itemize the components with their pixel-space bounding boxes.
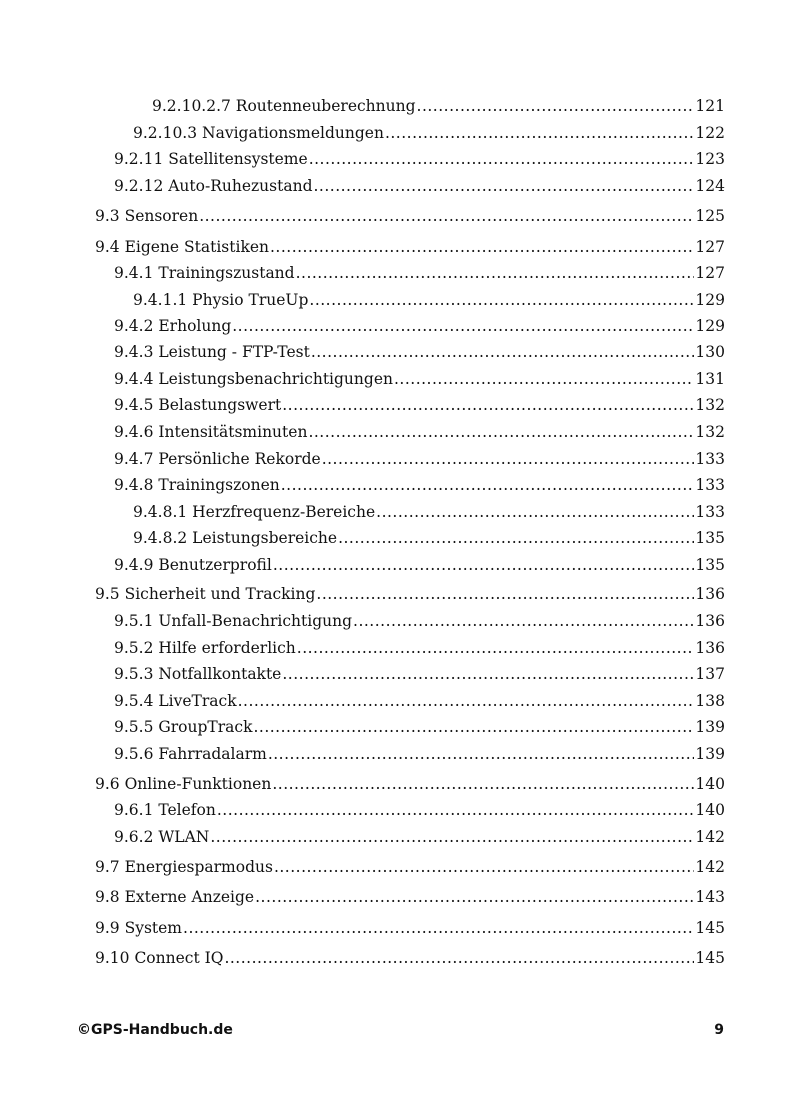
toc-entry-title: 9.2.12 Auto-Ruhezustand	[114, 177, 313, 195]
toc-entry-page: 138	[695, 692, 725, 710]
toc-entry[interactable]	[114, 342, 725, 362]
toc-entry[interactable]	[95, 887, 725, 907]
toc-entry[interactable]	[114, 638, 725, 658]
toc-entry-title: 9.2.10.2.7 Routenneuberechnung	[152, 97, 416, 115]
toc-leader-dots	[253, 717, 694, 737]
toc-leader-dots	[376, 502, 694, 522]
toc-entry-title: 9.4.5 Belastungswert	[114, 396, 282, 414]
toc-leader-dots	[417, 96, 695, 116]
toc-entry[interactable]	[95, 918, 725, 938]
toc-leader-dots	[268, 744, 695, 764]
toc-entry-title: 9.10 Connect IQ	[95, 949, 224, 967]
toc-entry[interactable]	[114, 555, 725, 575]
toc-leader-dots	[274, 857, 694, 877]
toc-entry-title: 9.4.7 Persönliche Rekorde	[114, 450, 321, 468]
toc-entry-page: 122	[695, 124, 725, 142]
toc-entry-page: 143	[695, 888, 725, 906]
toc-leader-dots	[282, 395, 694, 415]
toc-entry[interactable]	[95, 948, 725, 968]
toc-leader-dots	[385, 123, 694, 143]
toc-entry-title: 9.2.11 Satellitensysteme	[114, 150, 308, 168]
toc-entry-title: 9.5.5 GroupTrack	[114, 718, 253, 736]
toc-leader-dots	[273, 555, 695, 575]
toc-entry-title: 9.4.8 Trainingszonen	[114, 476, 280, 494]
toc-leader-dots	[308, 422, 694, 442]
toc-entry[interactable]	[114, 449, 725, 469]
toc-entry[interactable]	[114, 611, 725, 631]
toc-leader-dots	[281, 475, 695, 495]
toc-leader-dots	[282, 664, 694, 684]
toc-entry-page: 142	[695, 858, 725, 876]
toc-entry-page: 136	[695, 639, 725, 657]
toc-entry[interactable]	[95, 857, 725, 877]
toc-leader-dots	[270, 237, 694, 257]
toc-entry[interactable]	[152, 96, 725, 116]
toc-entry-title: 9.5.1 Unfall-Benachrichtigung	[114, 612, 353, 630]
toc-entry-page: 123	[695, 150, 725, 168]
toc-leader-dots	[217, 800, 695, 820]
toc-entry-title: 9.5.4 LiveTrack	[114, 692, 237, 710]
toc-leader-dots	[238, 691, 695, 711]
toc-entry[interactable]	[114, 316, 725, 336]
toc-entry-title: 9.8 Externe Anzeige	[95, 888, 255, 906]
toc-entry-title: 9.4 Eigene Statistiken	[95, 238, 269, 256]
toc-entry-page: 133	[695, 476, 725, 494]
toc-leader-dots	[297, 638, 695, 658]
toc-entry-title: 9.6.2 WLAN	[114, 828, 210, 846]
toc-leader-dots	[272, 774, 694, 794]
toc-entry-page: 139	[695, 718, 725, 736]
toc-leader-dots	[199, 206, 694, 226]
toc-entry-title: 9.4.9 Benutzerprofil	[114, 556, 272, 574]
footer-copyright: ©GPS-Handbuch.de	[77, 1022, 233, 1038]
toc-leader-dots	[255, 887, 694, 907]
toc-entry-title: 9.5.2 Hilfe erforderlich	[114, 639, 296, 657]
toc-entry-page: 125	[695, 207, 725, 225]
toc-entry-page: 137	[695, 665, 725, 683]
toc-entry-title: 9.2.10.3 Navigationsmeldungen	[133, 124, 384, 142]
footer-page-number: 9	[714, 1022, 724, 1038]
toc-leader-dots	[338, 528, 694, 548]
toc-entry-page: 127	[695, 264, 725, 282]
toc-entry-title: 9.4.3 Leistung - FTP-Test	[114, 343, 310, 361]
toc-entry[interactable]	[114, 691, 725, 711]
toc-entry-title: 9.4.8.1 Herzfrequenz-Bereiche	[133, 503, 376, 521]
toc-leader-dots	[316, 584, 694, 604]
toc-entry[interactable]	[95, 774, 725, 794]
toc-entry-title: 9.6.1 Telefon	[114, 801, 216, 819]
toc-leader-dots	[183, 918, 694, 938]
toc-entry-page: 139	[695, 745, 725, 763]
toc-entry-page: 145	[695, 919, 725, 937]
toc-entry[interactable]	[114, 475, 725, 495]
toc-entry[interactable]	[114, 263, 725, 283]
toc-entry-title: 9.6 Online-Funktionen	[95, 775, 272, 793]
toc-entry[interactable]	[95, 206, 725, 226]
toc-leader-dots	[210, 827, 694, 847]
toc-entry-page: 124	[695, 177, 725, 195]
toc-leader-dots	[322, 449, 695, 469]
toc-entry-page: 145	[695, 949, 725, 967]
toc-entry[interactable]	[114, 717, 725, 737]
toc-entry-page: 132	[695, 396, 725, 414]
toc-leader-dots	[232, 316, 694, 336]
toc-entry-page: 129	[695, 317, 725, 335]
toc-entry-page: 142	[695, 828, 725, 846]
toc-leader-dots	[224, 948, 694, 968]
toc-entry[interactable]	[114, 744, 725, 764]
toc-leader-dots	[394, 369, 694, 389]
toc-entry[interactable]	[133, 502, 725, 522]
toc-entry[interactable]	[114, 149, 725, 169]
toc-entry-title: 9.4.8.2 Leistungsbereiche	[133, 529, 338, 547]
toc-leader-dots	[309, 290, 694, 310]
toc-entry-page: 140	[695, 801, 725, 819]
toc-entry-title: 9.5 Sicherheit und Tracking	[95, 585, 316, 603]
toc-entry-page: 129	[695, 291, 725, 309]
toc-leader-dots	[309, 149, 695, 169]
toc-entry[interactable]	[95, 584, 725, 604]
toc-entry-page: 140	[695, 775, 725, 793]
toc-entry-page: 136	[695, 612, 725, 630]
toc-entry-title: 9.4.1 Trainingszustand	[114, 264, 295, 282]
toc-entry-title: 9.4.1.1 Physio TrueUp	[133, 291, 309, 309]
toc-entry-page: 127	[695, 238, 725, 256]
toc-entry[interactable]	[114, 422, 725, 442]
toc-entry[interactable]	[133, 123, 725, 143]
toc-entry-page: 131	[695, 370, 725, 388]
toc-entry-page: 121	[695, 97, 725, 115]
toc-entry[interactable]	[114, 664, 725, 684]
toc-entry[interactable]	[114, 800, 725, 820]
toc-leader-dots	[314, 176, 695, 196]
toc-entry[interactable]	[133, 290, 725, 310]
toc-entry[interactable]	[114, 176, 725, 196]
toc-leader-dots	[353, 611, 694, 631]
toc-entry[interactable]	[133, 528, 725, 548]
toc-entry-title: 9.9 System	[95, 919, 183, 937]
toc-entry[interactable]	[95, 237, 725, 257]
toc-entry-title: 9.4.6 Intensitätsminuten	[114, 423, 308, 441]
toc-entry-title: 9.3 Sensoren	[95, 207, 199, 225]
toc-entry-page: 136	[695, 585, 725, 603]
toc-entry[interactable]	[114, 369, 725, 389]
toc-entry-page: 130	[695, 343, 725, 361]
toc-leader-dots	[311, 342, 695, 362]
toc-entry-page: 133	[695, 503, 725, 521]
toc-entry-title: 9.7 Energiesparmodus	[95, 858, 273, 876]
toc-entry[interactable]	[114, 827, 725, 847]
toc-entry[interactable]	[114, 395, 725, 415]
toc-entry-page: 135	[695, 529, 725, 547]
toc-entry-page: 132	[695, 423, 725, 441]
toc-entry-title: 9.4.4 Leistungsbenachrichtigungen	[114, 370, 393, 388]
toc-leader-dots	[296, 263, 695, 283]
toc-entry-title: 9.5.3 Notfallkontakte	[114, 665, 282, 683]
toc-entry-title: 9.4.2 Erholung	[114, 317, 232, 335]
toc-entry-page: 135	[695, 556, 725, 574]
toc-entry-page: 133	[695, 450, 725, 468]
toc-entry-title: 9.5.6 Fahrradalarm	[114, 745, 267, 763]
